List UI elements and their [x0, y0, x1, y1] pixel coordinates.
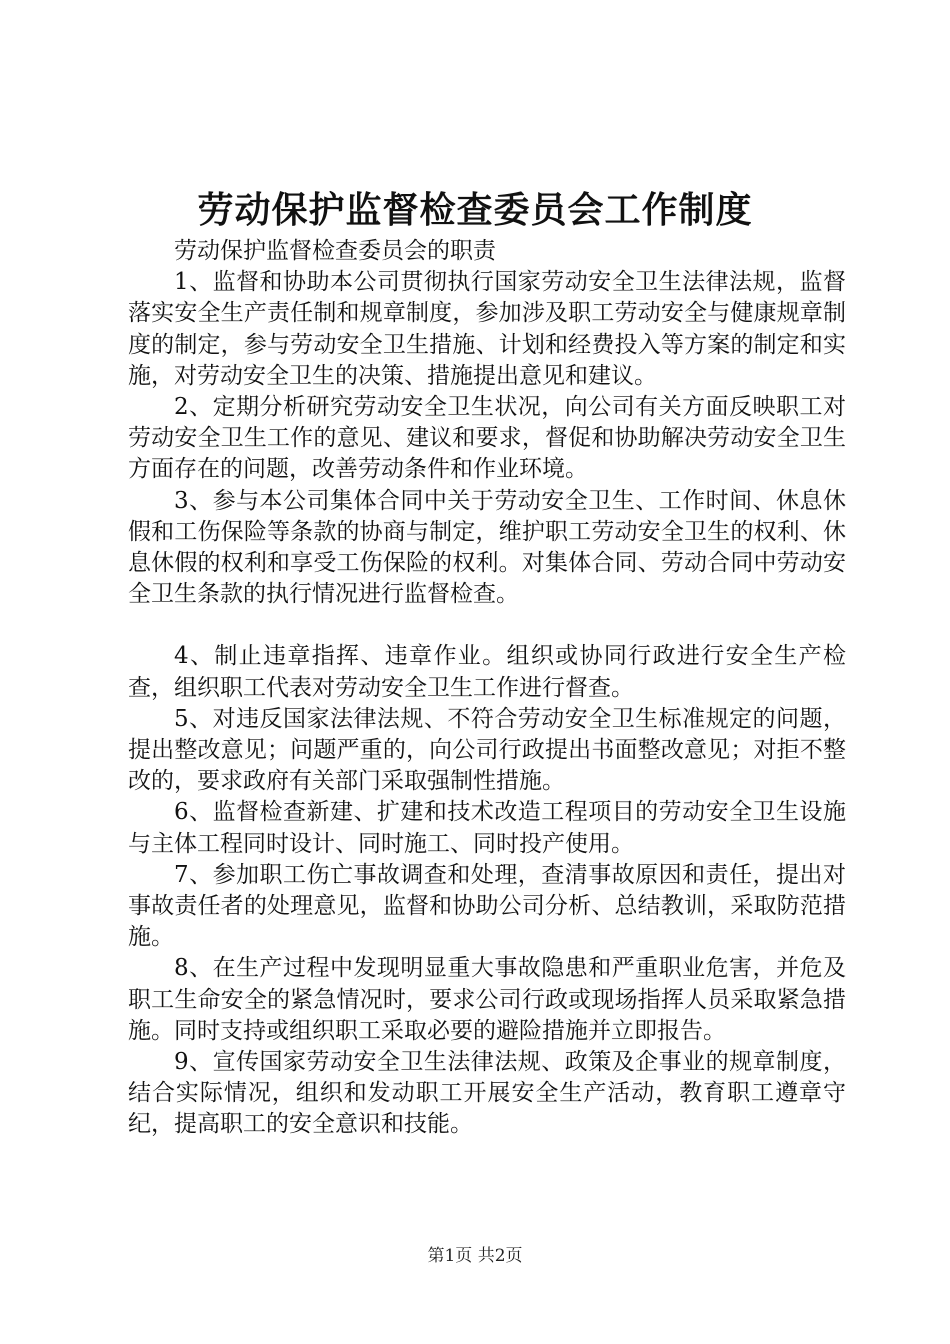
paragraph-4: 4、制止违章指挥、违章作业。组织或协同行政进行安全生产检查，组织职工代表对劳动安全卫生工作进行督查。: [128, 643, 846, 701]
paragraph-2: 2、定期分析研究劳动安全卫生状况，向公司有关方面反映职工对劳动安全卫生工作的意见、建议和要求，督促和协助解决劳动安全卫生方面存在的问题，改善劳动条件和作业环境。: [128, 394, 846, 483]
paragraph-3: 3、参与本公司集体合同中关于劳动安全卫生、工作时间、休息休假和工伤保险等条款的协商与制定，维护职工劳动安全卫生的权利、休息休假的权利和享受工伤保险的权利。对集体合同、劳动合同中劳动安全卫生条款的执行情况进行监督检查。: [128, 487, 846, 608]
paragraph-6: 6、监督检查新建、扩建和技术改造工程项目的劳动安全卫生设施与主体工程同时设计、同时施工、同时投产使用。: [128, 799, 846, 857]
document-body: [128, 236, 846, 1141]
paragraph-7: 7、参加职工伤亡事故调查和处理，查清事故原因和责任，提出对事故责任者的处理意见，监督和协助公司分析、总结教训，采取防范措施。: [128, 861, 846, 951]
paragraph-5: 5、对违反国家法律法规、不符合劳动安全卫生标准规定的问题，提出整改意见；问题严重的，向公司行政提出书面整改意见；对拒不整改的，要求政府有关部门采取强制性措施。: [128, 705, 846, 795]
page-title: 劳动保护监督检查委员会工作制度: [197, 189, 753, 231]
section-heading: 劳动保护监督检查委员会的职责: [174, 238, 496, 264]
paragraph-1: 1、监督和协助本公司贯彻执行国家劳动安全卫生法律法规，监督落实安全生产责任制和规章制度，参加涉及职工劳动安全与健康规章制度的制定，参与劳动安全卫生措施、计划和经费投入等方案的制定和实施，对劳动安全卫生的决策、措施提出意见和建议。: [128, 269, 846, 389]
paragraph-8: 8、在生产过程中发现明显重大事故隐患和严重职业危害，并危及职工生命安全的紧急情况时，要求公司行政或现场指挥人员采取紧急措施。同时支持或组织职工采取必要的避险措施并立即报告。: [128, 955, 846, 1044]
page-footer: 第1页 共2页: [427, 1246, 523, 1266]
paragraph-9: 9、宣传国家劳动安全卫生法律法规、政策及企事业的规章制度，结合实际情况，组织和发动职工开展安全生产活动，教育职工遵章守纪，提高职工的安全意识和技能。: [128, 1049, 846, 1138]
